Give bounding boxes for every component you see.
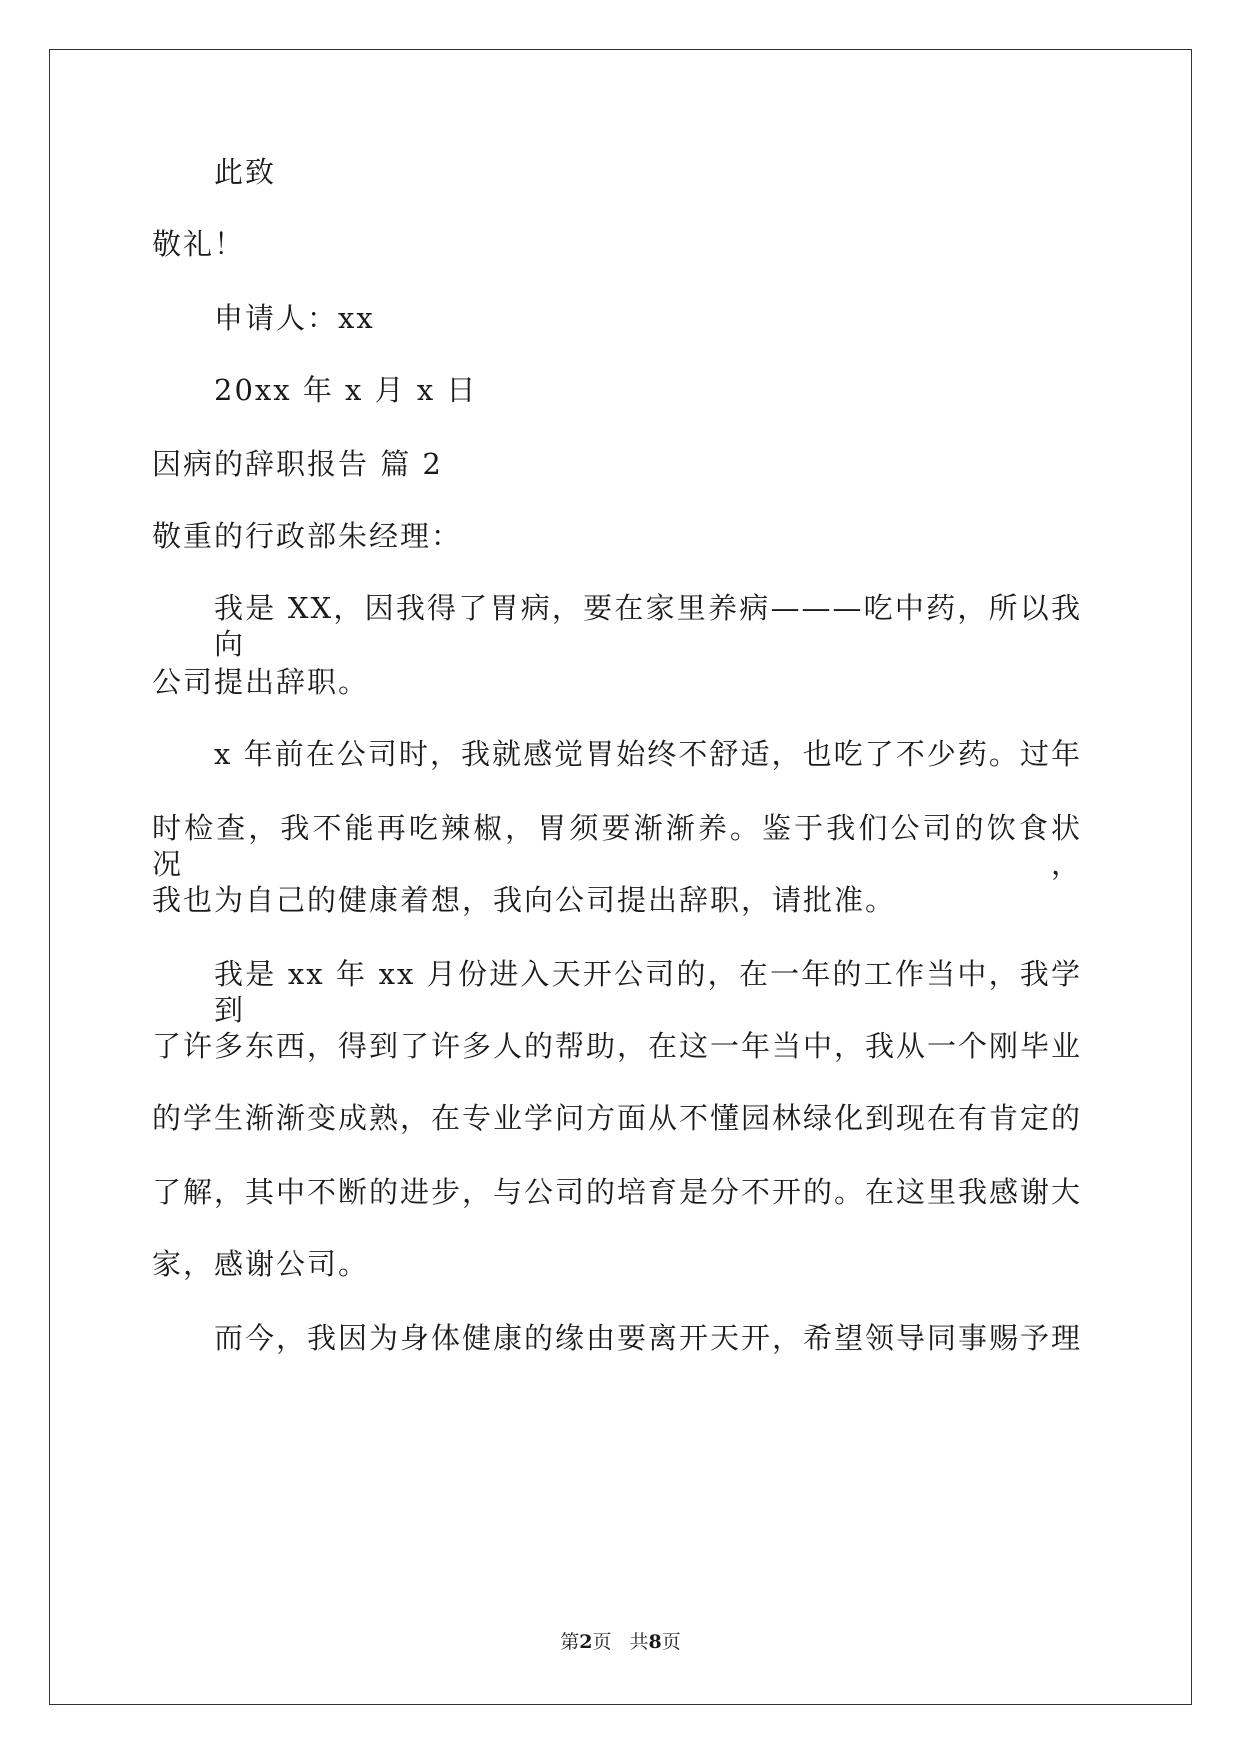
paragraph-line: x 年前在公司时，我就感觉胃始终不舒适，也吃了不少药。过年 xyxy=(214,737,1082,771)
paragraph-line: 我是 xx 年 xx 月份进入天开公司的，在一年的工作当中，我学到 xyxy=(214,957,1082,1027)
paragraph-line: 了许多东西，得到了许多人的帮助，在这一年当中，我从一个刚毕业 xyxy=(152,1029,1083,1063)
paragraph-line: 而今，我因为身体健康的缘由要离开天开，希望领导同事赐予理 xyxy=(214,1321,1083,1355)
footer-total-suffix: 页 xyxy=(661,1631,681,1653)
footer-page-prefix: 第 xyxy=(560,1631,580,1653)
paragraph-line: 时检查，我不能再吃辣椒，胃须要渐渐养。鉴于我们公司的饮食状况， xyxy=(152,811,1082,881)
applicant-line: 申请人：xx xyxy=(214,301,375,335)
page-footer xyxy=(0,1630,1241,1654)
footer-total-prefix: 共 xyxy=(629,1631,649,1653)
footer-page-mid: 页 xyxy=(592,1631,612,1653)
paragraph-line: 我也为自己的健康着想，我向公司提出辞职，请批准。 xyxy=(152,883,897,917)
closing-salutation: 此致 xyxy=(214,155,277,189)
paragraph-line: 了解，其中不断的进步，与公司的培育是分不开的。在这里我感谢大 xyxy=(152,1175,1083,1209)
closing-regards: 敬礼！ xyxy=(152,227,246,261)
paragraph-line: 公司提出辞职。 xyxy=(152,665,370,699)
paragraph-line: 的学生渐渐变成熟，在专业学问方面从不懂园林绿化到现在有肯定的 xyxy=(152,1101,1083,1135)
footer-page-total: 8 xyxy=(648,1631,662,1653)
footer-page-current: 2 xyxy=(579,1631,593,1653)
section-heading: 因病的辞职报告 篇 2 xyxy=(152,447,443,481)
paragraph-line: 我是 XX，因我得了胃病，要在家里养病———吃中药，所以我向 xyxy=(214,591,1082,661)
letter-greeting: 敬重的行政部朱经理： xyxy=(152,519,463,553)
paragraph-line: 家，感谢公司。 xyxy=(152,1247,370,1281)
date-line: 20xx 年 x 月 x 日 xyxy=(214,373,478,407)
